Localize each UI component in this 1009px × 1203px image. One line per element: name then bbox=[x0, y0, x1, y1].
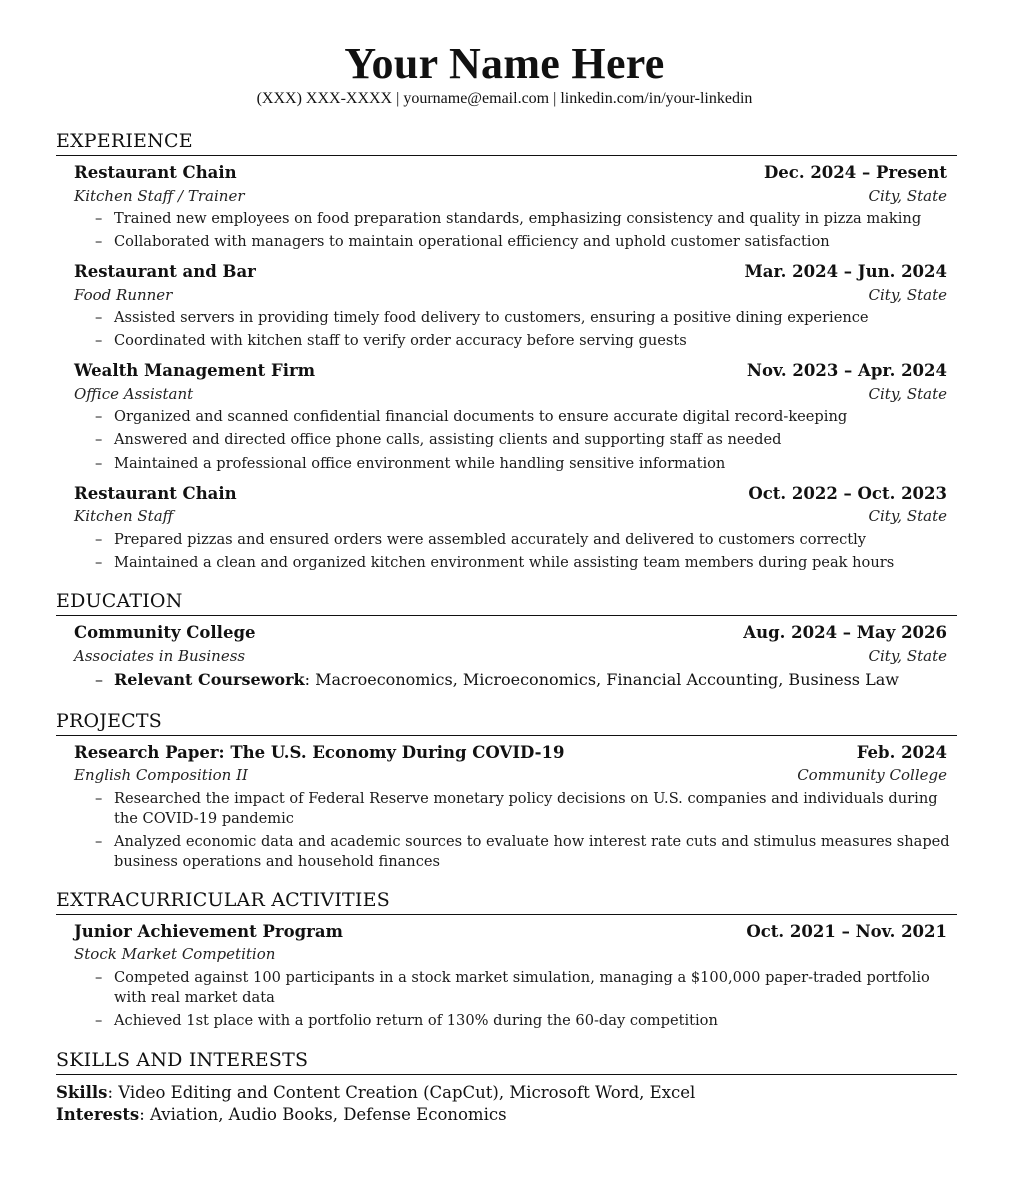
skills-line bbox=[56, 1082, 956, 1104]
education-entry-subheader bbox=[74, 646, 947, 668]
experience-entry-subheader bbox=[74, 506, 947, 528]
bullet-item: – Prepared pizzas and ensured orders were assembled accurately and delivered to customers correctly bbox=[92, 530, 952, 550]
interests-label: Interests bbox=[56, 1105, 140, 1124]
employer-name: Restaurant Chain bbox=[74, 163, 237, 182]
job-title: Office Assistant bbox=[74, 385, 194, 403]
bullet-item: – Competed against 100 participants in a stock market simulation, managing a $100,000 paper-traded portfolio with real market data bbox=[92, 968, 952, 1008]
experience-entry-header bbox=[74, 162, 947, 184]
degree: Associates in Business bbox=[74, 647, 246, 665]
section-divider bbox=[56, 615, 957, 616]
location: City, State bbox=[868, 507, 947, 525]
experience-entry-subheader bbox=[74, 186, 947, 208]
bullet-item: – Assisted servers in providing timely food delivery to customers, ensuring a positive dining experience bbox=[92, 308, 952, 328]
relevant-coursework bbox=[92, 669, 974, 691]
skills-value: : Video Editing and Content Creation (CapCut), Microsoft Word, Excel bbox=[107, 1083, 696, 1102]
bullet-item: – Answered and directed office phone calls, assisting clients and supporting staff as needed bbox=[92, 430, 952, 450]
experience-entry-header bbox=[74, 360, 947, 382]
bullet-list bbox=[92, 308, 952, 355]
course-name: English Composition II bbox=[74, 766, 248, 784]
bullet-item: – Maintained a clean and organized kitchen environment while assisting team members during peak hours bbox=[92, 553, 952, 573]
education-entry-header bbox=[74, 622, 947, 644]
employer-name: Wealth Management Firm bbox=[74, 361, 316, 380]
bullet-list bbox=[92, 209, 952, 256]
bullet-list bbox=[92, 530, 952, 577]
experience-entry-header bbox=[74, 261, 947, 283]
experience-entry-header bbox=[74, 483, 947, 505]
bullet-item: – Trained new employees on food preparation standards, emphasizing consistency and quality in pizza making bbox=[92, 209, 952, 229]
interests-value: : Aviation, Audio Books, Defense Economics bbox=[139, 1105, 507, 1124]
date-range: Feb. 2024 bbox=[856, 743, 947, 762]
program-name: Junior Achievement Program bbox=[74, 922, 344, 941]
job-title: Kitchen Staff / Trainer bbox=[74, 187, 245, 205]
bullet-item: – Maintained a professional office environment while handling sensitive information bbox=[92, 454, 952, 474]
date-range: Dec. 2024 – Present bbox=[763, 163, 947, 182]
bullet-list bbox=[92, 789, 952, 876]
section-title-education: EDUCATION bbox=[56, 590, 183, 612]
project-entry-subheader bbox=[74, 765, 947, 787]
section-title-skills: SKILLS AND INTERESTS bbox=[56, 1049, 309, 1071]
school-name: Community College bbox=[74, 623, 256, 642]
date-range: Nov. 2023 – Apr. 2024 bbox=[746, 361, 947, 380]
project-name: Research Paper: The U.S. Economy During COVID-19 bbox=[74, 743, 565, 762]
candidate-name: Your Name Here bbox=[344, 39, 665, 88]
bullet-list bbox=[92, 407, 952, 477]
activity-name: Stock Market Competition bbox=[74, 945, 276, 963]
skills-label: Skills bbox=[56, 1083, 108, 1102]
job-title: Kitchen Staff bbox=[74, 507, 174, 525]
section-title-extracurricular: EXTRACURRICULAR ACTIVITIES bbox=[56, 889, 390, 911]
interests-line bbox=[56, 1104, 956, 1126]
institution: Community College bbox=[797, 766, 947, 784]
date-range: Oct. 2022 – Oct. 2023 bbox=[748, 484, 947, 503]
bullet-item: – Analyzed economic data and academic sources to evaluate how interest rate cuts and stimulus measures shaped business operations and household finances bbox=[92, 832, 952, 872]
location: City, State bbox=[868, 187, 947, 205]
location: City, State bbox=[868, 385, 947, 403]
activity-entry-subheader bbox=[74, 944, 947, 966]
bullet-item: – Organized and scanned confidential financial documents to ensure accurate digital record-keeping bbox=[92, 407, 952, 427]
job-title: Food Runner bbox=[74, 286, 173, 304]
section-divider bbox=[56, 735, 957, 736]
bullet-list bbox=[92, 968, 952, 1035]
section-title-experience: EXPERIENCE bbox=[56, 130, 193, 152]
coursework-list: : Macroeconomics, Microeconomics, Financial Accounting, Business Law bbox=[304, 670, 899, 689]
date-range: Mar. 2024 – Jun. 2024 bbox=[744, 262, 947, 281]
section-divider bbox=[56, 914, 957, 915]
coursework-label: Relevant Coursework bbox=[114, 670, 305, 689]
project-entry-header bbox=[74, 742, 947, 764]
bullet-item: – Collaborated with managers to maintain operational efficiency and uphold customer satisfaction bbox=[92, 232, 952, 252]
location: City, State bbox=[868, 286, 947, 304]
experience-entry-subheader bbox=[74, 384, 947, 406]
experience-entry-subheader bbox=[74, 285, 947, 307]
section-title-projects: PROJECTS bbox=[56, 710, 162, 732]
bullet-item: – Researched the impact of Federal Reserve monetary policy decisions on U.S. companies and individuals during the COVID-19 pandemic bbox=[92, 789, 952, 829]
date-range: Oct. 2021 – Nov. 2021 bbox=[746, 922, 947, 941]
date-range: Aug. 2024 – May 2026 bbox=[743, 623, 947, 642]
section-divider bbox=[56, 155, 957, 156]
section-divider bbox=[56, 1074, 957, 1075]
contact-line: (XXX) XXX-XXXX | yourname@email.com | linkedin.com/in/your-linkedin bbox=[256, 90, 753, 107]
employer-name: Restaurant and Bar bbox=[74, 262, 256, 281]
bullet-item: – Achieved 1st place with a portfolio return of 130% during the 60-day competition bbox=[92, 1011, 952, 1031]
employer-name: Restaurant Chain bbox=[74, 484, 237, 503]
bullet-item: – Coordinated with kitchen staff to verify order accuracy before serving guests bbox=[92, 331, 952, 351]
activity-entry-header bbox=[74, 921, 947, 943]
location: City, State bbox=[868, 647, 947, 665]
